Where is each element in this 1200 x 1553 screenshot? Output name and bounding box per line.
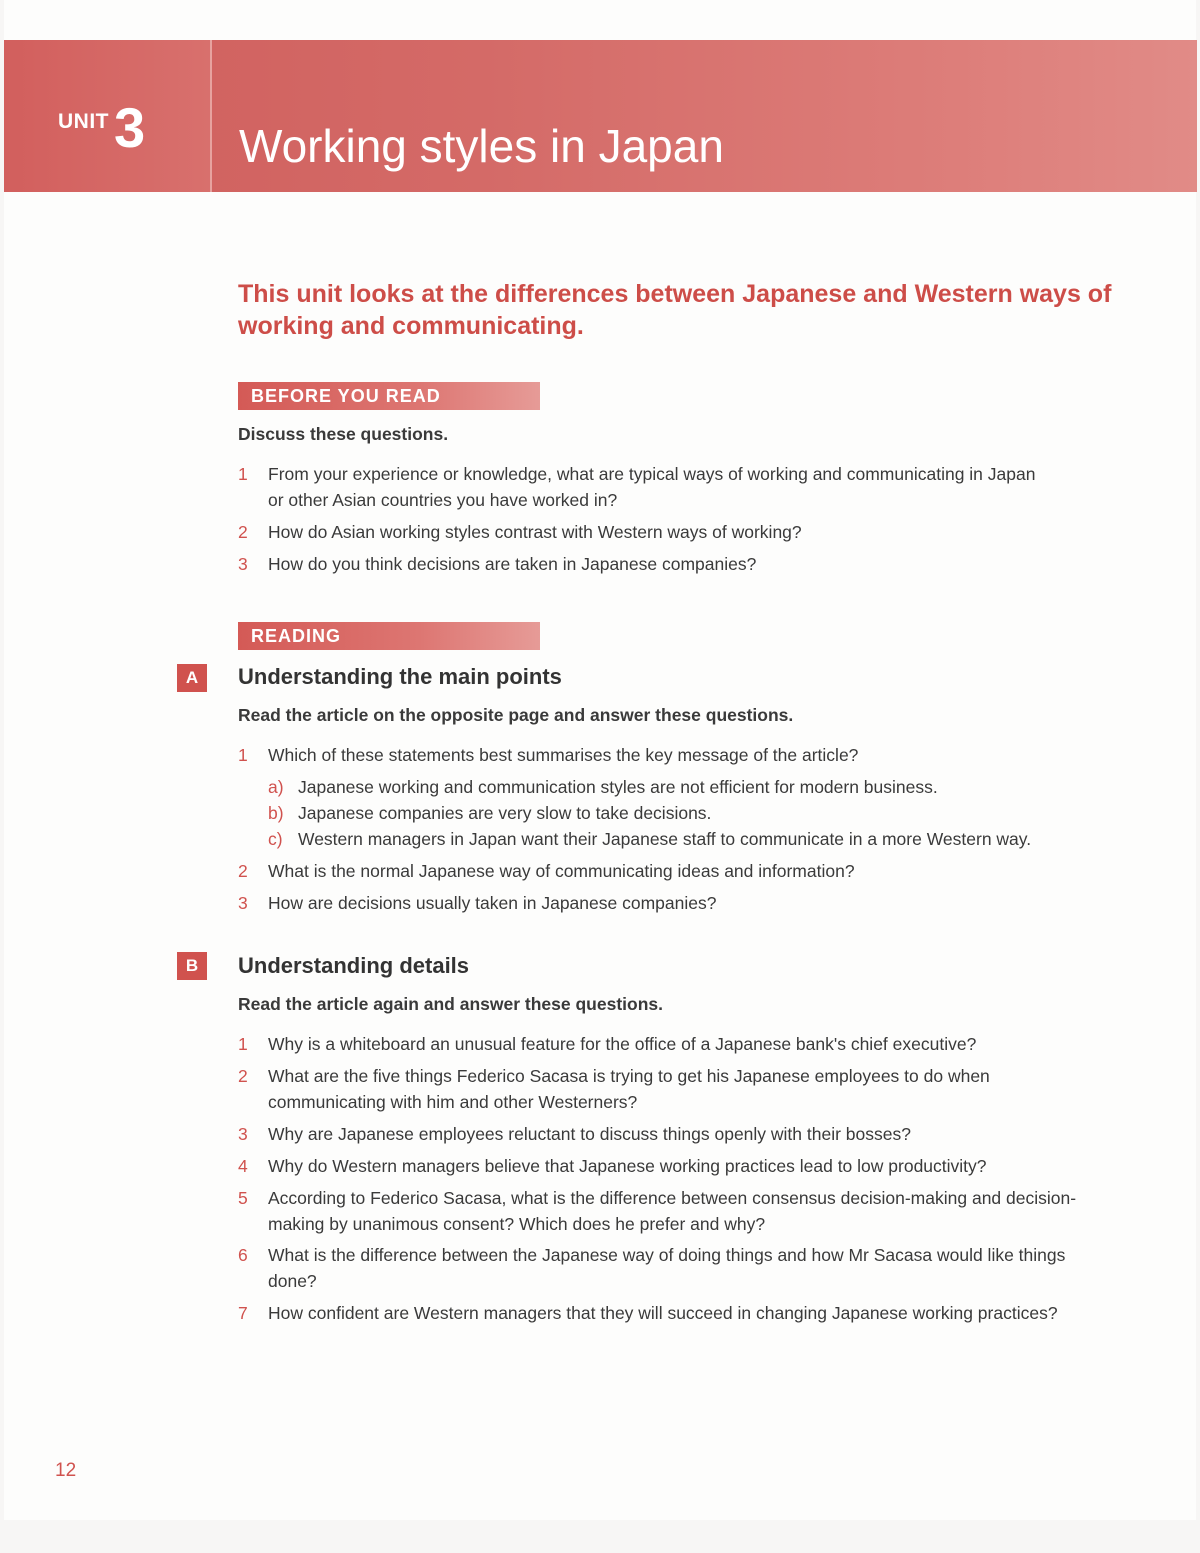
section-b-question xyxy=(238,1242,1138,1294)
question-number: 4 xyxy=(238,1156,248,1176)
option-text: Western managers in Japan want their Japanese staff to communicate in a more Western way. xyxy=(298,829,1032,849)
question-number: 5 xyxy=(238,1188,248,1208)
unit-banner xyxy=(4,40,1197,192)
unit-intro: This unit looks at the differences between Japanese and Western ways of working and communicating. xyxy=(238,280,1112,340)
before-you-read-instruction: Discuss these questions. xyxy=(238,424,449,444)
question-text: What is the normal Japanese way of communicating ideas and information? xyxy=(268,861,855,881)
unit-number: 3 xyxy=(114,96,146,159)
question-number: 3 xyxy=(238,893,248,913)
before-question xyxy=(238,519,1138,545)
answer-option xyxy=(268,774,1128,800)
question-number: 3 xyxy=(238,554,248,574)
section-a-instruction: Read the article on the opposite page and answer these questions. xyxy=(238,705,794,725)
section-a-question xyxy=(238,858,1138,884)
question-number: 3 xyxy=(238,1124,248,1144)
question-text: What is the difference between the Japanese way of doing things and how Mr Sacasa would like things done? xyxy=(268,1245,1066,1291)
section-b-question xyxy=(238,1153,1138,1179)
section-b-title: Understanding details xyxy=(238,953,470,978)
reading-bar: READING xyxy=(238,622,540,650)
section-b-instruction: Read the article again and answer these questions. xyxy=(238,994,663,1014)
question-text: Why are Japanese employees reluctant to discuss things openly with their bosses? xyxy=(268,1124,911,1144)
question-text: From your experience or knowledge, what are typical ways of working and communicating in Japan or other Asian countries you have worked in? xyxy=(268,464,1036,510)
option-label: b) xyxy=(268,803,284,823)
answer-option xyxy=(268,800,1128,826)
section-a-marker: A xyxy=(177,664,207,692)
question-text: Why do Western managers believe that Japanese working practices lead to low productivity? xyxy=(268,1156,987,1176)
section-b-question xyxy=(238,1031,1138,1057)
question-text: How confident are Western managers that they will succeed in changing Japanese working practices? xyxy=(268,1303,1058,1323)
section-b-question xyxy=(238,1121,1138,1147)
question-number: 1 xyxy=(238,464,248,484)
section-b-marker: B xyxy=(177,952,207,980)
page-title: Working styles in Japan xyxy=(239,120,724,172)
question-number: 2 xyxy=(238,1066,248,1086)
question-text: How do you think decisions are taken in Japanese companies? xyxy=(268,554,757,574)
unit-label: UNIT xyxy=(58,110,109,133)
section-b-question xyxy=(238,1063,1138,1115)
section-a-title: Understanding the main points xyxy=(238,664,562,689)
section-a-question xyxy=(238,742,1138,768)
before-you-read-bar: BEFORE YOU READ xyxy=(238,382,540,410)
question-number: 2 xyxy=(238,861,248,881)
question-text: How do Asian working styles contrast with Western ways of working? xyxy=(268,522,802,542)
question-number: 2 xyxy=(238,522,248,542)
question-text: How are decisions usually taken in Japanese companies? xyxy=(268,893,717,913)
option-label: c) xyxy=(268,829,283,849)
question-text: Why is a whiteboard an unusual feature for the office of a Japanese bank's chief executive? xyxy=(268,1034,977,1054)
question-number: 6 xyxy=(238,1245,248,1265)
question-number: 1 xyxy=(238,745,248,765)
option-label: a) xyxy=(268,777,284,797)
before-question xyxy=(238,551,1138,577)
section-b-question xyxy=(238,1300,1138,1326)
option-text: Japanese working and communication styles are not efficient for modern business. xyxy=(298,777,938,797)
option-text: Japanese companies are very slow to take decisions. xyxy=(298,803,712,823)
answer-option xyxy=(268,826,1128,852)
question-number: 1 xyxy=(238,1034,248,1054)
question-number: 7 xyxy=(238,1303,248,1323)
section-b-question xyxy=(238,1185,1138,1237)
question-text: According to Federico Sacasa, what is the difference between consensus decision-making and decision-making by unanimous consent? Which does he prefer and why? xyxy=(268,1188,1077,1234)
question-text: What are the five things Federico Sacasa is trying to get his Japanese employees to do when communicating with him and other Westerners? xyxy=(268,1066,990,1112)
section-a-question xyxy=(238,890,1138,916)
unit-badge xyxy=(4,40,212,192)
before-question xyxy=(238,461,1138,513)
question-text: Which of these statements best summarises the key message of the article? xyxy=(268,745,859,765)
page-number: 12 xyxy=(55,1460,77,1481)
